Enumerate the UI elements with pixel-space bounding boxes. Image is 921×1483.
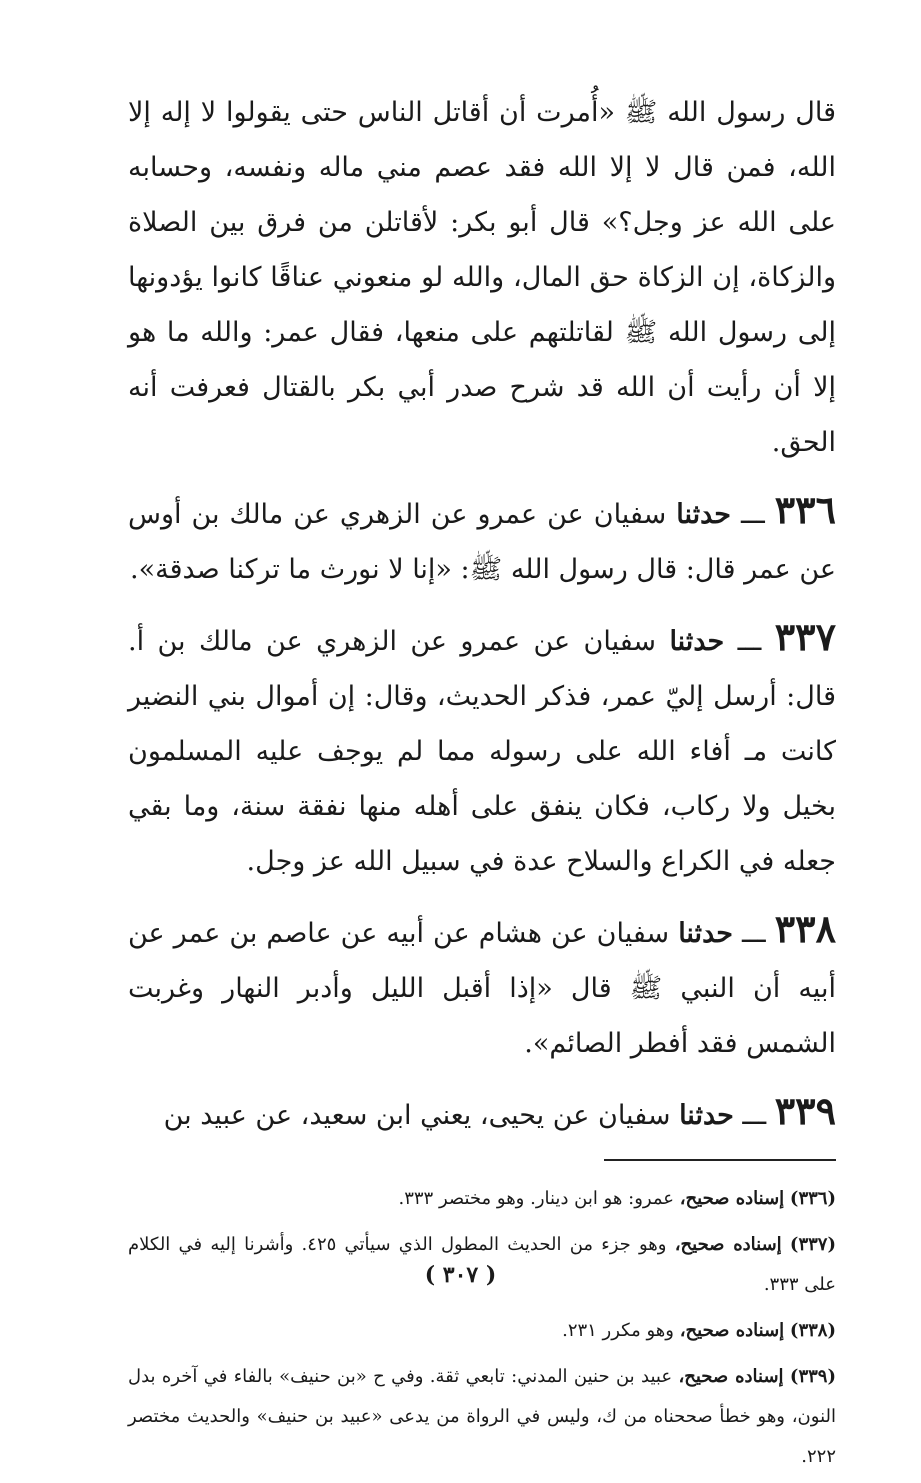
hadith-text: سفيان عن عمرو عن الزهري عن مالك بن أ. قال: أرسل إليّ عمر، فذكر الحديث، وقال: إن أموال بني النضير كانت مـ أفاء الله على رسوله مما لم يوجف عليه المسلمون بخيل ولا ركاب، فكان ينفق على أهله منها نفقة سنة، وما بقي جعله في الكراع والسلاح عدة في سبيل الله عز وجل. — [128, 626, 836, 877]
footnote — [128, 1311, 836, 1351]
footnote-ref: (٣٣٨) — [789, 1320, 836, 1341]
hadith-lead-word: حدثنا — [676, 499, 732, 530]
hadith-number: ٣٣٧ — [774, 614, 836, 659]
hadith-lead-word: حدثنا — [678, 918, 733, 949]
hadith-paragraph — [128, 85, 836, 470]
footnote-grade: إسناده صحيح، — [678, 1366, 784, 1387]
footnote-divider — [604, 1159, 836, 1161]
footnote-grade: إسناده صحيح، — [679, 1188, 785, 1209]
hadith-paragraph — [128, 609, 836, 889]
footnote-text: وهو مكرر ٢٣١. — [562, 1320, 674, 1341]
hadith-paragraph — [128, 1083, 836, 1143]
hadith-paragraph — [128, 901, 836, 1071]
hadith-text: سفيان عن هشام عن أبيه عن عاصم بن عمر عن أبيه أن النبي ﷺ قال «إذا أقبل الليل وأدبر النهار وغربت الشمس فقد أفطر الصائم». — [128, 918, 836, 1059]
hadith-paragraph — [128, 482, 836, 597]
footnote-text: وهو جزء من الحديث المطول الذي سيأتي ٤٢٥. وأشرنا إليه في الكلام على ٣٣٣. — [128, 1234, 836, 1295]
hadith-text: سفيان عن يحيى، يعني ابن سعيد، عن عبيد بن — [163, 1100, 671, 1131]
dash-separator: ـــ — [731, 499, 765, 530]
footnote — [128, 1357, 836, 1477]
hadith-number: ٣٣٨ — [774, 906, 836, 951]
dash-separator: ـــ — [733, 1100, 767, 1131]
hadith-lead-word: حدثنا — [679, 1100, 734, 1131]
page-number: ( ٣٠٧ ) — [424, 1262, 497, 1288]
footnote-ref: (٣٣٦) — [789, 1188, 836, 1209]
hadith-number: ٣٣٦ — [774, 487, 836, 532]
footnote-ref: (٣٣٧) — [789, 1234, 836, 1255]
hadith-text: سفيان عن عمرو عن الزهري عن مالك بن أوس عن عمر قال: قال رسول الله ﷺ: «إنا لا نورث ما تركنا صدقة». — [128, 499, 836, 585]
hadith-text: قال رسول الله ﷺ «أُمرت أن أقاتل الناس حتى يقولوا لا إله إلا الله، فمن قال لا إلا الله فقد عصم مني ماله ونفسه، وحسابه على الله عز وجل؟» قال أبو بكر: لأقاتلن من فرق بين الصلاة والزكاة، إن الزكاة حق المال، والله لو منعوني عناقًا كانوا يؤدونها إلى رسول الله ﷺ لقاتلتهم على منعها، فقال عمر: والله ما هو إلا أن رأيت أن الله قد شرح صدر أبي بكر بالقتال فعرفت أنه الحق. — [128, 97, 836, 458]
hadith-number: ٣٣٩ — [774, 1088, 836, 1133]
footnote-text: عمرو: هو ابن دينار. وهو مختصر ٣٣٣. — [398, 1188, 674, 1209]
footnote-text: عبيد بن حنين المدني: تابعي ثقة. وفي ح «بن حنيف» بالفاء في آخره بدل النون، وهو خطأ صححناه من ك، وليس في الرواة من يدعى «عبيد بن حنيف» والحديث مختصر ٢٢٢. — [128, 1366, 836, 1467]
footnote-ref: (٣٣٩) — [789, 1366, 836, 1387]
footnote — [128, 1179, 836, 1219]
dash-separator: ـــ — [732, 918, 766, 949]
dash-separator: ـــ — [724, 626, 762, 657]
hadith-lead-word: حدثنا — [669, 626, 725, 657]
footnote-grade: إسناده صحيح، — [674, 1234, 782, 1255]
footnote-grade: إسناده صحيح، — [679, 1320, 785, 1341]
